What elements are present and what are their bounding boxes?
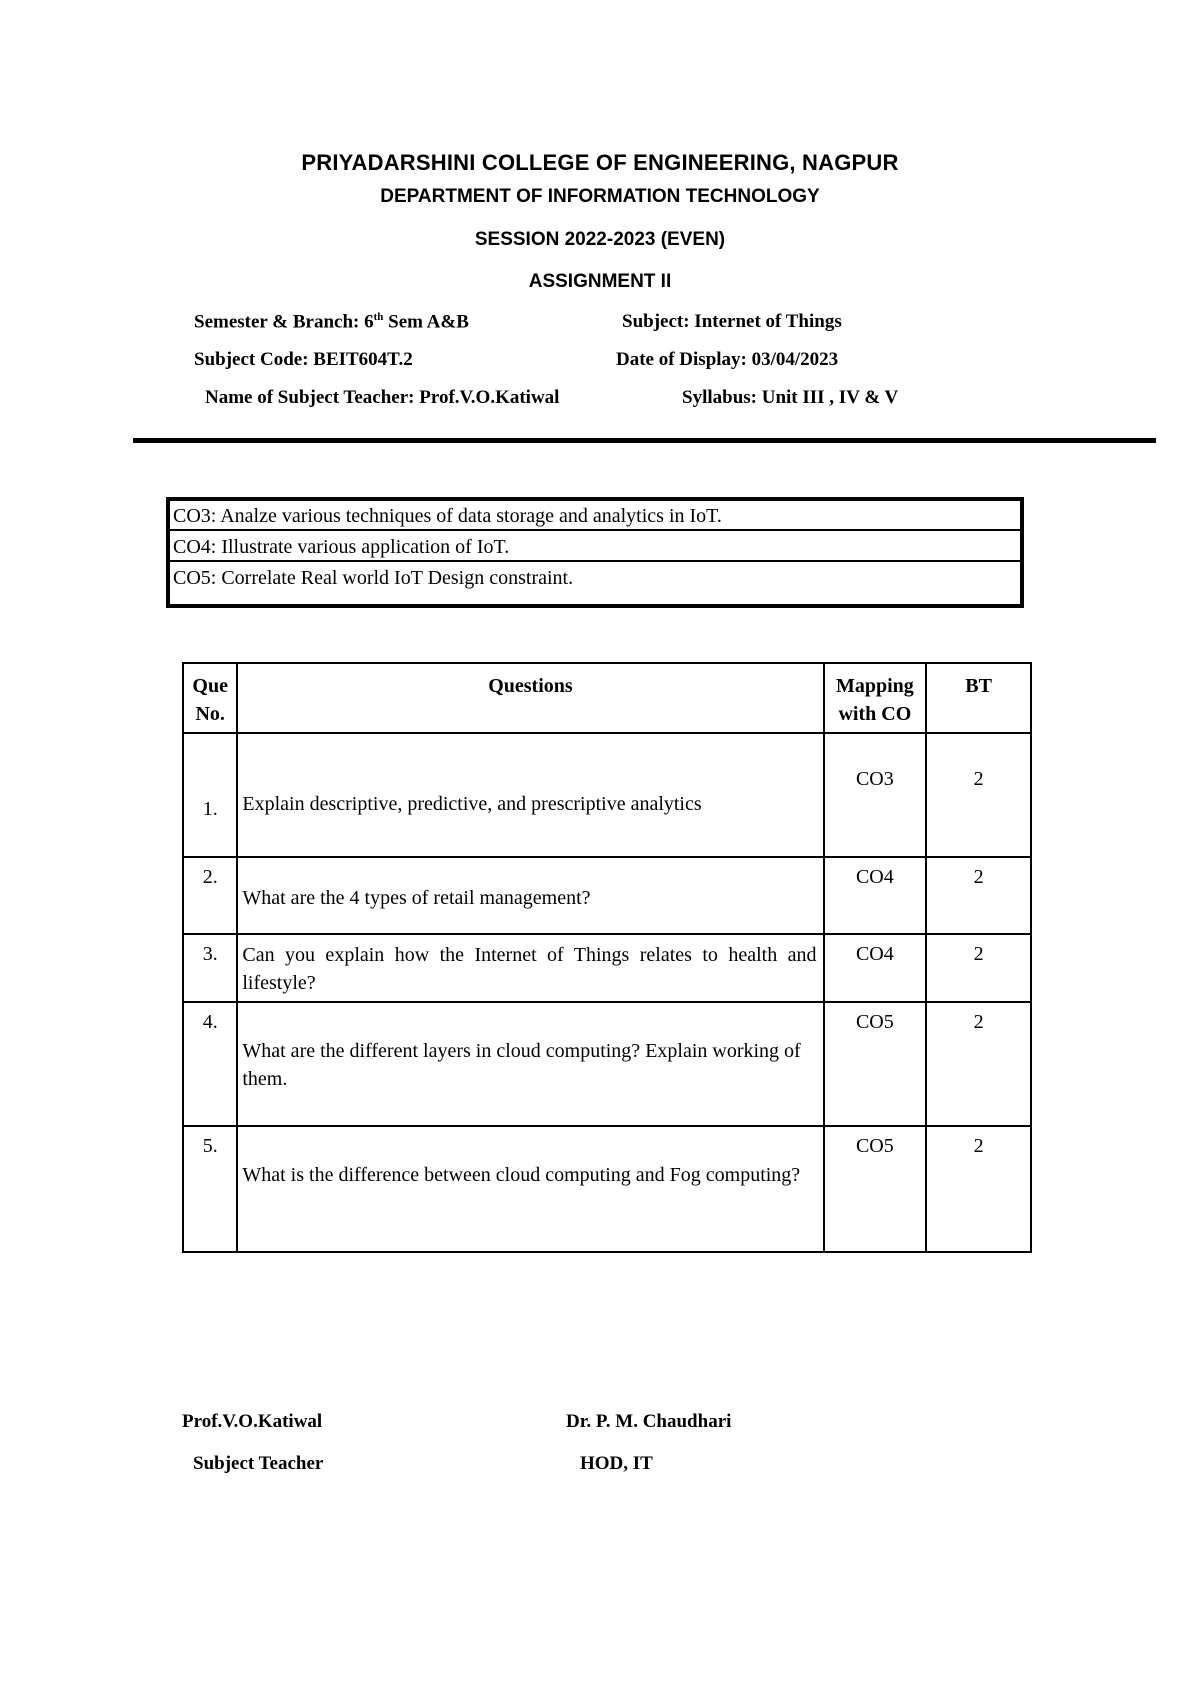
header-que-line2: No. [195,703,225,725]
bt-cell [926,934,1031,1002]
course-outcome-co5: CO5: Correlate Real world IoT Design constraint. [173,567,574,589]
table-row [183,733,1031,857]
header-que-line1: Que [192,675,228,697]
bt-level: 2 [973,866,984,888]
table-row [183,857,1031,934]
bt-level: 2 [973,1011,984,1033]
bt-level: 2 [973,1135,984,1157]
co-mapping: CO3 [855,768,894,790]
question-number-cell [183,1126,237,1252]
co-mapping: CO5 [855,1135,894,1157]
date-of-display: Date of Display: 03/04/2023 [616,349,839,370]
header-questions: Questions [237,663,823,733]
semester-sup: th [373,311,384,323]
co-mapping-cell [824,1126,927,1252]
question-cell [237,1126,823,1252]
co-mapping-cell [824,934,927,1002]
co-mapping: CO5 [855,1011,894,1033]
table-header-row [183,663,1031,733]
bt-level: 2 [973,943,984,965]
question-text: What are the 4 types of retail management? [242,887,591,909]
bt-level: 2 [973,768,984,790]
semester-rest: Sem A&B [383,311,469,333]
subject-name: Subject: Internet of Things [622,311,842,332]
question-number: 5. [202,1135,218,1157]
semester-label: Semester & Branch: 6 [194,311,374,333]
header-mapping-line2: with CO [838,703,912,725]
question-text: Can you explain how the Internet of Things relates to health and lifestyle? [242,944,817,994]
course-outcome-co3: CO3: Analze various techniques of data storage and analytics in IoT. [170,501,1020,531]
question-number: 1. [202,798,218,820]
co-mapping-cell [824,733,927,857]
co-mapping: CO4 [855,866,894,888]
question-cell [237,733,823,857]
question-number: 3. [202,943,218,965]
college-name: PRIYADARSHINI COLLEGE OF ENGINEERING, NAGPUR [301,150,899,175]
table-row [183,1126,1031,1252]
header-mapping [824,663,927,733]
subject-teacher: Name of Subject Teacher: Prof.V.O.Katiwal [205,387,560,408]
signature-hod-name: Dr. P. M. Chaudhari [566,1411,732,1432]
session-title: SESSION 2022-2023 (EVEN) [474,229,726,250]
question-text: What are the different layers in cloud computing? Explain working of them. [242,1040,801,1090]
header-que-no [183,663,237,733]
question-cell [237,857,823,934]
question-cell [237,934,823,1002]
question-number-cell [183,1002,237,1126]
question-cell [237,1002,823,1126]
bt-cell [926,857,1031,934]
question-text: Explain descriptive, predictive, and prescriptive analytics [242,793,702,815]
course-outcomes-box [166,497,1024,608]
table-row [183,1002,1031,1126]
question-number-cell [183,934,237,1002]
bt-cell [926,733,1031,857]
question-number: 2. [202,866,218,888]
signature-teacher-role: Subject Teacher [193,1453,324,1474]
bt-cell [926,1126,1031,1252]
bt-cell [926,1002,1031,1126]
header-divider [133,438,1156,443]
header-mapping-line1: Mapping [835,675,914,697]
question-number-cell [183,857,237,934]
table-row [183,934,1031,1002]
question-number: 4. [202,1011,218,1033]
co-mapping-cell [824,857,927,934]
subject-code: Subject Code: BEIT604T.2 [194,349,413,370]
department-name: DEPARTMENT OF INFORMATION TECHNOLOGY [380,186,820,207]
semester-branch [194,311,469,333]
co-mapping: CO4 [855,943,894,965]
signature-hod-role: HOD, IT [580,1453,653,1474]
syllabus: Syllabus: Unit III , IV & V [682,387,899,408]
signature-teacher-name: Prof.V.O.Katiwal [182,1411,323,1432]
question-text: What is the difference between cloud computing and Fog computing? [242,1164,801,1186]
questions-table [182,662,1032,1253]
co-mapping-cell [824,1002,927,1126]
header-bt: BT [926,663,1031,733]
assignment-title: ASSIGNMENT II [528,271,672,292]
course-outcome-co4: CO4: Illustrate various application of IoT. [170,532,1020,562]
question-number-cell [183,733,237,857]
